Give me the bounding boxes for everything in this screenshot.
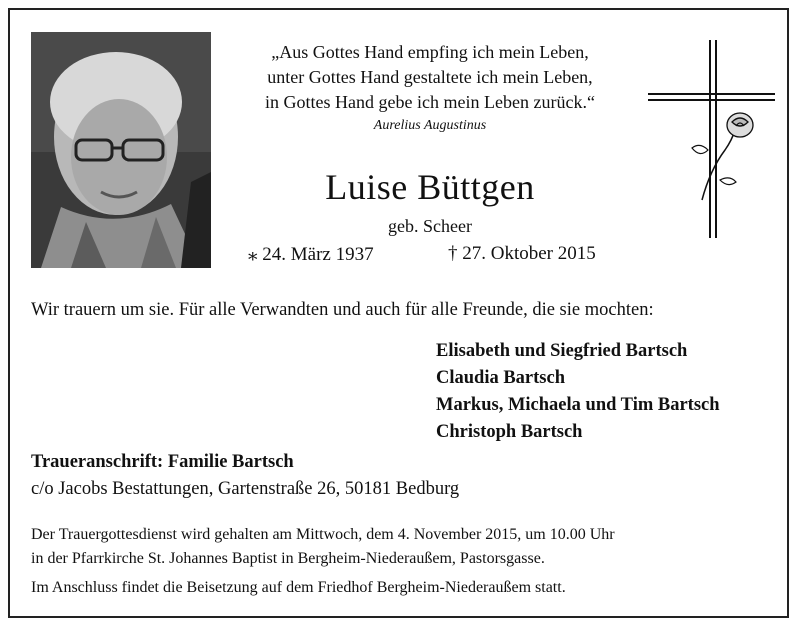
family-member: Elisabeth und Siegfried Bartsch (436, 341, 688, 361)
service-info (31, 523, 615, 571)
address-title: Traueranschrift: Familie Bartsch (31, 452, 294, 472)
burial-info: Im Anschluss findet die Beisetzung auf dem Friedhof Bergheim-Niederaußem statt. (31, 579, 566, 596)
service-line-2: in der Pfarrkirche St. Johannes Baptist in Bergheim-Niederaußem, Pastorsgasse. (31, 550, 545, 567)
family-member: Christoph Bartsch (436, 422, 583, 442)
death-date: † 27. Oktober 2015 (448, 243, 596, 264)
quote-line-1: „Aus Gottes Hand empfing ich mein Leben, (271, 42, 589, 62)
quote-line-2: unter Gottes Hand gestaltete ich mein Leben, (267, 67, 593, 87)
quote-author: Aurelius Augustinus (373, 118, 487, 133)
deceased-name: Luise Büttgen (325, 167, 535, 207)
family-member: Claudia Bartsch (436, 368, 566, 388)
birth-name: geb. Scheer (388, 216, 472, 236)
family-list (436, 338, 720, 446)
service-line-1: Der Trauergottesdienst wird gehalten am Mittwoch, dem 4. November 2015, um 10.00 Uhr (31, 526, 615, 543)
family-member: Markus, Michaela und Tim Bartsch (436, 395, 720, 415)
birth-date: ⁎ 24. März 1937 (248, 244, 374, 265)
mourning-text: Wir trauern um sie. Für alle Verwandten und auch für alle Freunde, die sie mochten: (31, 300, 654, 320)
quote-line-3: in Gottes Hand gebe ich mein Leben zurück.“ (265, 92, 595, 112)
cross-with-rose-icon (640, 30, 790, 250)
portrait-photo (31, 32, 211, 268)
quote-block (230, 40, 630, 115)
address-line: c/o Jacobs Bestattungen, Gartenstraße 26, 50181 Bedburg (31, 479, 460, 499)
